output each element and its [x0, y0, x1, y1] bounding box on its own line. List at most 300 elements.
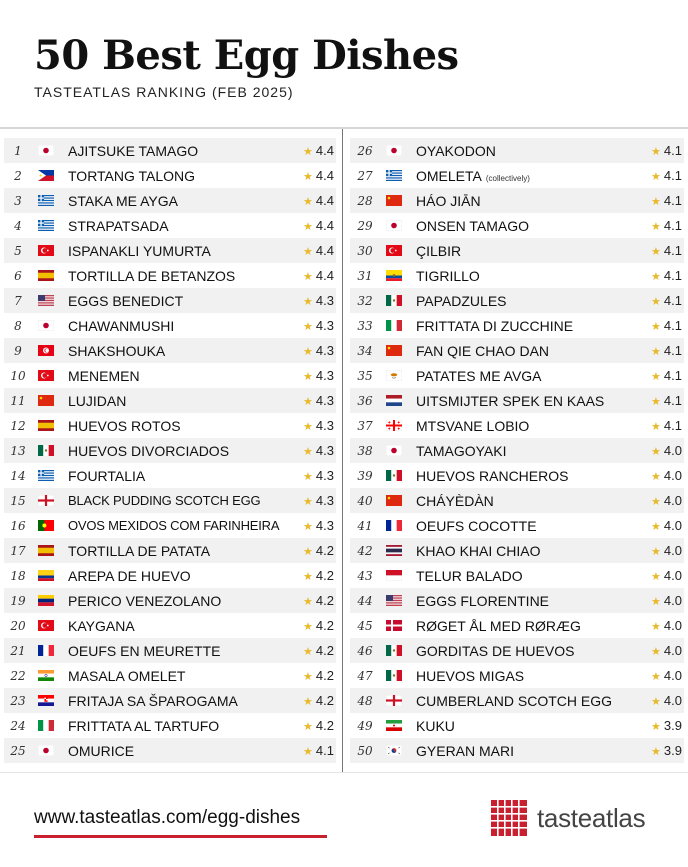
mexico-flag-icon	[386, 645, 402, 656]
dish-name[interactable]	[68, 543, 303, 559]
rating	[303, 693, 336, 708]
rating-value: 4.1	[663, 368, 682, 383]
rank-number: 8	[14, 318, 22, 333]
rating	[303, 168, 336, 183]
rating	[651, 743, 684, 758]
rating-value: 4.2	[315, 568, 334, 583]
star-icon: ★	[303, 321, 313, 333]
dish-name[interactable]	[68, 643, 303, 659]
ranking-row	[4, 538, 336, 563]
dish-name-text: FRITAJA SA ŠPAROGAMA	[68, 692, 238, 709]
rating	[303, 543, 336, 558]
source-url-link[interactable]: www.tasteatlas.com/egg-dishes	[34, 807, 301, 828]
dish-name[interactable]	[416, 418, 651, 434]
dish-name[interactable]	[68, 218, 303, 234]
star-icon: ★	[651, 521, 661, 533]
rating	[303, 318, 336, 333]
rating	[651, 593, 684, 608]
rating	[303, 743, 336, 758]
dish-name[interactable]	[68, 518, 303, 533]
dish-name[interactable]	[416, 268, 651, 284]
dish-name[interactable]	[416, 643, 651, 659]
dish-name-text: FOURTALIA	[68, 467, 146, 484]
rank-number: 27	[357, 168, 373, 183]
dish-name-text: KUKU	[416, 717, 455, 734]
dish-name[interactable]	[416, 218, 651, 234]
dish-name-text: HUEVOS RANCHEROS	[416, 467, 569, 484]
rating-value: 4.3	[315, 318, 334, 333]
china-flag-icon	[386, 195, 402, 206]
ranking-row	[350, 413, 684, 438]
rank-number: 44	[357, 593, 373, 608]
rating	[303, 343, 336, 358]
rank-number: 4	[14, 218, 22, 233]
dish-name-text: EGGS FLORENTINE	[416, 592, 550, 609]
dish-name-text: MASALA OMELET	[68, 667, 186, 684]
dish-name-text: FRITTATA AL TARTUFO	[68, 717, 220, 734]
spain-flag-icon	[38, 420, 54, 431]
south-korea-flag-icon	[386, 745, 402, 756]
dish-name-text: TELUR BALADO	[416, 567, 523, 584]
rank-number: 10	[10, 368, 26, 383]
colombia-flag-icon	[38, 570, 54, 581]
dish-name-text: PATATES ME AVGA	[416, 367, 542, 384]
dish-name[interactable]	[416, 493, 651, 509]
rank-number: 23	[10, 693, 26, 708]
star-icon: ★	[303, 546, 313, 558]
rating-value: 4.2	[315, 718, 334, 733]
dish-name[interactable]	[68, 268, 303, 284]
rating	[303, 718, 336, 733]
star-icon: ★	[651, 696, 661, 708]
dish-name[interactable]	[416, 593, 651, 609]
star-icon: ★	[303, 521, 313, 533]
rank-number: 40	[357, 493, 373, 508]
star-icon: ★	[651, 471, 661, 483]
japan-flag-icon	[386, 145, 402, 156]
dish-name[interactable]	[416, 693, 651, 709]
rating	[651, 293, 684, 308]
dish-name[interactable]	[416, 543, 651, 559]
dish-name[interactable]	[416, 368, 651, 384]
dish-name-text: OMURICE	[68, 742, 135, 759]
rating-value: 3.9	[663, 718, 682, 733]
rating-value: 4.3	[315, 293, 334, 308]
dish-name[interactable]	[68, 593, 303, 609]
rating-value: 4.4	[315, 268, 334, 283]
rank-number: 41	[357, 518, 373, 533]
ranking-row	[4, 338, 336, 363]
rating-value: 4.0	[663, 593, 682, 608]
ranking-row	[350, 488, 684, 513]
dish-name-text: UITSMIJTER SPEK EN KAAS	[416, 392, 605, 409]
usa-flag-icon	[38, 295, 54, 306]
dish-name-text: ISPANAKLI YUMURTA	[68, 242, 211, 259]
dish-name-text: STRAPATSADA	[68, 217, 169, 234]
dish-name-text: CHAWANMUSHI	[68, 317, 175, 334]
footer-divider	[0, 772, 688, 773]
ranking-row	[350, 688, 684, 713]
denmark-flag-icon	[386, 620, 402, 631]
rank-number: 13	[10, 443, 26, 458]
star-icon: ★	[303, 171, 313, 183]
rank-number: 37	[357, 418, 373, 433]
ranking-row	[4, 163, 336, 188]
url-underline	[34, 835, 327, 838]
rank-number: 17	[10, 543, 26, 558]
star-icon: ★	[303, 396, 313, 408]
rank-number: 34	[357, 343, 373, 358]
rank-number: 11	[10, 393, 26, 408]
dish-name[interactable]	[416, 143, 651, 159]
ranking-row	[4, 463, 336, 488]
dish-name[interactable]	[68, 243, 303, 259]
ranking-row	[4, 138, 336, 163]
cyprus-flag-icon	[386, 370, 402, 381]
rating	[303, 593, 336, 608]
rank-number: 15	[10, 493, 26, 508]
rating-value: 4.0	[663, 568, 682, 583]
dish-name[interactable]	[68, 443, 303, 459]
star-icon: ★	[651, 371, 661, 383]
rank-number: 31	[357, 268, 373, 283]
dish-name[interactable]	[68, 368, 303, 384]
ranking-row	[4, 713, 336, 738]
rating-value: 4.3	[315, 443, 334, 458]
rating-value: 4.1	[663, 218, 682, 233]
rating	[651, 193, 684, 208]
dish-name[interactable]	[68, 393, 303, 409]
dish-name[interactable]	[68, 193, 303, 209]
rank-number: 18	[10, 568, 26, 583]
rating	[303, 268, 336, 283]
dish-name[interactable]	[416, 318, 651, 334]
dish-name[interactable]	[68, 493, 303, 508]
dish-name-text: AJITSUKE TAMAGO	[68, 142, 199, 159]
star-icon: ★	[303, 371, 313, 383]
rating-value: 4.0	[663, 643, 682, 658]
ranking-row	[350, 713, 684, 738]
rating	[651, 543, 684, 558]
star-icon: ★	[651, 621, 661, 633]
rank-number: 29	[357, 218, 373, 233]
dish-name[interactable]	[416, 668, 651, 684]
dish-name-text: ONSEN TAMAGO	[416, 217, 530, 234]
dish-name-text: HÁO JIĀN	[416, 192, 481, 209]
ranking-row	[350, 238, 684, 263]
dish-name[interactable]	[416, 518, 651, 534]
star-icon: ★	[303, 221, 313, 233]
star-icon: ★	[303, 696, 313, 708]
dish-name[interactable]	[416, 193, 651, 209]
star-icon: ★	[651, 571, 661, 583]
rating	[303, 393, 336, 408]
star-icon: ★	[651, 396, 661, 408]
turkey-flag-icon	[38, 620, 54, 631]
page-subtitle: TASTEATLAS RANKING (FEB 2025)	[34, 84, 294, 100]
rating	[303, 493, 336, 508]
dish-name-text: OVOS MEXIDOS COM FARINHEIRA	[68, 518, 280, 533]
rating	[651, 143, 684, 158]
netherlands-flag-icon	[386, 395, 402, 406]
star-icon: ★	[303, 471, 313, 483]
rank-number: 36	[357, 393, 373, 408]
dish-name[interactable]	[68, 168, 303, 184]
ranking-row	[350, 263, 684, 288]
rating	[651, 368, 684, 383]
ranking-row	[4, 313, 336, 338]
dish-name[interactable]	[68, 143, 303, 159]
star-icon: ★	[651, 296, 661, 308]
venezuela-flag-icon	[38, 595, 54, 606]
rating-value: 4.4	[315, 218, 334, 233]
star-icon: ★	[651, 746, 661, 758]
rank-number: 42	[357, 543, 373, 558]
rating	[303, 193, 336, 208]
turkey-flag-icon	[38, 245, 54, 256]
portugal-flag-icon	[38, 520, 54, 531]
rating-value: 4.0	[663, 443, 682, 458]
rating	[651, 243, 684, 258]
star-icon: ★	[651, 596, 661, 608]
rank-number: 3	[14, 193, 22, 208]
japan-flag-icon	[38, 745, 54, 756]
england-flag-icon	[38, 495, 54, 506]
ranking-row	[350, 563, 684, 588]
dish-name-text: OYAKODON	[416, 142, 496, 159]
dish-name-text: GYERAN MARI	[416, 742, 515, 759]
rating-value: 4.3	[315, 418, 334, 433]
dish-name-text: FRITTATA DI ZUCCHINE	[416, 317, 574, 334]
rank-number: 39	[357, 468, 373, 483]
mexico-flag-icon	[386, 295, 402, 306]
rating	[303, 418, 336, 433]
rating	[303, 668, 336, 683]
star-icon: ★	[651, 146, 661, 158]
rating-value: 4.1	[663, 343, 682, 358]
rating-value: 4.4	[315, 143, 334, 158]
dish-name-text: ÇILBIR	[416, 242, 462, 259]
dish-name[interactable]	[416, 743, 651, 759]
star-icon: ★	[303, 346, 313, 358]
rating	[651, 393, 684, 408]
rating	[651, 718, 684, 733]
china-flag-icon	[38, 395, 54, 406]
dish-name[interactable]	[416, 618, 651, 634]
rating	[303, 368, 336, 383]
rank-number: 6	[14, 268, 22, 283]
rating-value: 4.3	[315, 343, 334, 358]
column-divider	[342, 129, 343, 772]
rating-value: 4.2	[315, 693, 334, 708]
ranking-row	[4, 188, 336, 213]
rank-number: 16	[10, 518, 26, 533]
rating	[651, 693, 684, 708]
ranking-row	[350, 663, 684, 688]
rating-value: 4.3	[315, 368, 334, 383]
ranking-row	[4, 638, 336, 663]
china-flag-icon	[386, 495, 402, 506]
india-flag-icon	[38, 670, 54, 681]
dish-name-text: OEUFS EN MEURETTE	[68, 642, 221, 659]
star-icon: ★	[651, 221, 661, 233]
rating-value: 4.3	[315, 468, 334, 483]
dish-name[interactable]	[416, 718, 651, 734]
ranking-row	[4, 613, 336, 638]
dish-name[interactable]	[68, 318, 303, 334]
star-icon: ★	[303, 596, 313, 608]
star-icon: ★	[303, 196, 313, 208]
dish-name-text: SHAKSHOUKA	[68, 342, 166, 359]
rank-number: 7	[14, 293, 22, 308]
star-icon: ★	[651, 446, 661, 458]
rating-value: 4.2	[315, 643, 334, 658]
dish-name[interactable]	[416, 568, 651, 584]
thailand-flag-icon	[386, 545, 402, 556]
rating-value: 4.2	[315, 618, 334, 633]
japan-flag-icon	[38, 145, 54, 156]
dish-name[interactable]	[416, 393, 651, 409]
rank-number: 47	[357, 668, 373, 683]
japan-flag-icon	[386, 220, 402, 231]
dish-name[interactable]	[416, 243, 651, 259]
ranking-row	[350, 638, 684, 663]
dish-name[interactable]	[68, 568, 303, 584]
rating	[651, 468, 684, 483]
star-icon: ★	[651, 546, 661, 558]
ranking-row	[4, 688, 336, 713]
rank-number: 26	[357, 143, 373, 158]
dish-name[interactable]	[416, 168, 651, 184]
ranking-row	[350, 438, 684, 463]
header-divider	[0, 127, 688, 129]
france-flag-icon	[38, 645, 54, 656]
dish-name-text: PAPADZULES	[416, 292, 507, 309]
rating-value: 4.1	[663, 418, 682, 433]
rank-number: 9	[14, 343, 22, 358]
england-flag-icon	[386, 695, 402, 706]
dish-name[interactable]	[68, 618, 303, 634]
mexico-flag-icon	[38, 445, 54, 456]
dish-name[interactable]	[68, 693, 303, 709]
dish-name[interactable]	[416, 443, 651, 459]
rank-number: 45	[357, 618, 373, 633]
dish-name-text: FAN QIE CHAO DAN	[416, 342, 550, 359]
dish-name-text: LUJIDAN	[68, 392, 127, 409]
dish-name-text: KAYGANA	[68, 617, 135, 634]
rating	[303, 243, 336, 258]
dish-name-text: KHAO KHAI CHIAO	[416, 542, 541, 559]
ranking-row	[4, 238, 336, 263]
rank-number: 19	[10, 593, 26, 608]
croatia-flag-icon	[38, 695, 54, 706]
star-icon: ★	[651, 721, 661, 733]
star-icon: ★	[651, 646, 661, 658]
rating	[651, 443, 684, 458]
spain-flag-icon	[38, 270, 54, 281]
rating-value: 4.2	[315, 543, 334, 558]
rating	[651, 643, 684, 658]
dish-name-text: OEUFS COCOTTE	[416, 517, 537, 534]
rating	[651, 568, 684, 583]
rating-value: 4.1	[663, 143, 682, 158]
rating-value: 4.1	[663, 268, 682, 283]
rating	[303, 643, 336, 658]
ranking-row	[4, 663, 336, 688]
ranking-row	[350, 338, 684, 363]
rating	[303, 218, 336, 233]
rating	[651, 318, 684, 333]
dish-name-text: MENEMEN	[68, 367, 140, 384]
ranking-row	[350, 363, 684, 388]
ranking-row	[350, 463, 684, 488]
spain-flag-icon	[38, 545, 54, 556]
star-icon: ★	[303, 571, 313, 583]
rating	[303, 443, 336, 458]
rating	[651, 418, 684, 433]
rating-value: 4.4	[315, 193, 334, 208]
star-icon: ★	[651, 171, 661, 183]
dish-name[interactable]	[416, 293, 651, 309]
ranking-column-left	[4, 138, 336, 763]
rating	[651, 668, 684, 683]
rating	[303, 468, 336, 483]
ranking-row	[4, 363, 336, 388]
dish-name[interactable]	[68, 718, 303, 734]
dish-name[interactable]	[68, 418, 303, 434]
ranking-row	[350, 213, 684, 238]
rating-value: 4.0	[663, 493, 682, 508]
ranking-row	[350, 313, 684, 338]
ranking-row	[4, 488, 336, 513]
page-title: 50 Best Egg Dishes	[34, 32, 459, 79]
ranking-row	[350, 738, 684, 763]
tasteatlas-logo-icon	[491, 800, 527, 836]
dish-name-text: TORTANG TALONG	[68, 167, 196, 184]
dish-name[interactable]	[68, 468, 303, 484]
ranking-row	[4, 413, 336, 438]
japan-flag-icon	[386, 445, 402, 456]
greece-flag-icon	[38, 195, 54, 206]
dish-name[interactable]	[416, 468, 651, 484]
mexico-flag-icon	[386, 670, 402, 681]
turkey-flag-icon	[38, 370, 54, 381]
dish-name[interactable]	[68, 293, 303, 309]
dish-name[interactable]	[416, 343, 651, 359]
ecuador-flag-icon	[386, 270, 402, 281]
rank-number: 30	[357, 243, 373, 258]
rating-value: 4.0	[663, 543, 682, 558]
star-icon: ★	[303, 296, 313, 308]
tunisia-flag-icon	[38, 345, 54, 356]
dish-name-text: TAMAGOYAKI	[416, 442, 507, 459]
dish-name-text: STAKA ME AYGA	[68, 192, 178, 209]
ranking-column-right	[350, 138, 684, 763]
philippines-flag-icon	[38, 170, 54, 181]
rating-value: 4.4	[315, 168, 334, 183]
dish-name[interactable]	[68, 668, 303, 684]
dish-name[interactable]	[68, 743, 303, 759]
rating-value: 4.2	[315, 668, 334, 683]
star-icon: ★	[651, 196, 661, 208]
mexico-flag-icon	[386, 470, 402, 481]
dish-name[interactable]	[68, 343, 303, 359]
star-icon: ★	[303, 271, 313, 283]
rating	[651, 518, 684, 533]
ranking-row	[350, 588, 684, 613]
dish-note: (collectively)	[485, 173, 530, 183]
star-icon: ★	[651, 321, 661, 333]
